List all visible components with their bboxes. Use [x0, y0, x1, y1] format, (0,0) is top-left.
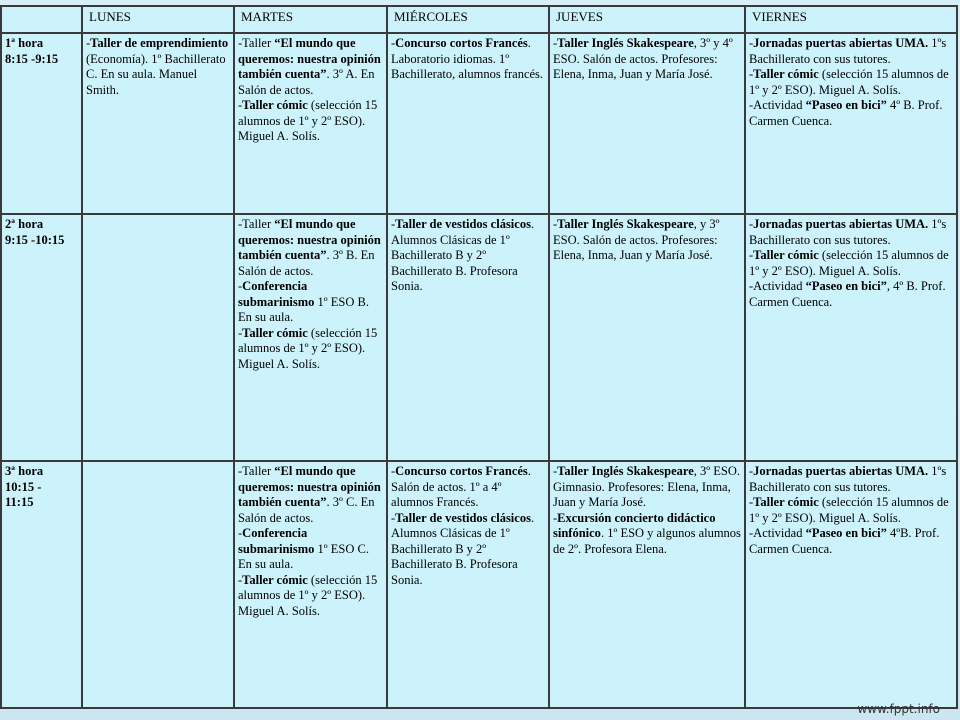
activity-detail: -Taller: [238, 464, 275, 478]
header-jueves: JUEVES: [549, 6, 745, 33]
activity-detail: (selección 15 alumnos de 1º y 2º ESO). Miguel A. Solís.: [238, 572, 378, 618]
activity-title: Taller cómic: [753, 67, 819, 81]
activity-detail: -: [238, 98, 243, 112]
activity-detail: , y 3º ESO. Salón de actos. Profesores: Elena, Inma, Juan y María José.: [553, 217, 720, 262]
activity-title: Taller de vestidos clásicos: [395, 217, 531, 231]
hour-range: 9:15 -10:15: [5, 232, 65, 247]
activity-title: Conferencia submarinismo: [238, 279, 315, 309]
activity-detail: -Taller: [238, 36, 275, 50]
activity-detail: -Actividad: [749, 526, 806, 540]
activity-title: Taller cómic: [242, 98, 308, 112]
activity-detail: (selección 15 alumnos de 1º y 2º ESO). Miguel A. Solís.: [749, 67, 949, 97]
activity-detail: 1º ESO B. En su aula.: [238, 294, 369, 324]
hour-cell: [1, 214, 82, 461]
activity-title: Jornadas puertas abiertas UMA.: [753, 217, 929, 231]
cell-martes: [234, 33, 387, 214]
activity-detail: -: [553, 217, 558, 231]
activity-detail: -: [86, 36, 91, 50]
activity-detail: -Actividad: [749, 98, 806, 112]
header-row: [1, 6, 957, 33]
activity-detail: -: [749, 36, 754, 50]
cell-jueves: [549, 33, 745, 214]
activity-title: “Paseo en bici”: [805, 98, 887, 112]
activity-detail: . Laboratorio idiomas. 1º Bachillerato, alumnos francés.: [391, 36, 544, 81]
activity-detail: . 3º A. En Salón de actos.: [238, 67, 375, 97]
activity-detail: . 3º C. En Salón de actos.: [238, 495, 375, 525]
activity-detail: , 3º y 4º ESO. Salón de actos. Profesores: Elena, Inma, Juan y María José.: [553, 36, 733, 81]
activity-detail: -Taller: [238, 217, 275, 231]
activity-detail: , 3º ESO. Gimnasio. Profesores: Elena, Inma, Juan y María José.: [553, 464, 741, 509]
activity-title: Excursión concierto didáctico sinfónico: [553, 510, 716, 540]
header-corner: [1, 6, 82, 33]
activity-title: “El mundo que queremos: nuestra opinión también cuenta”: [238, 464, 381, 509]
cell-viernes: [745, 33, 957, 214]
cell-lunes: [82, 33, 234, 214]
activity-title: “El mundo que queremos: nuestra opinión también cuenta”: [238, 36, 381, 81]
site-watermark: www.fppt.info: [857, 702, 940, 716]
hour-range: 8:15 -9:15: [5, 51, 59, 66]
activity-detail: -: [553, 36, 558, 50]
activity-title: Jornadas puertas abiertas UMA.: [753, 464, 929, 478]
cell-jueves: [549, 214, 745, 461]
activity-detail: -: [553, 464, 558, 478]
activity-title: Taller cómic: [753, 248, 819, 262]
activity-detail: -: [238, 325, 243, 340]
activity-detail: . Alumnos Clásicas de 1º Bachillerato B y 2º Bachillerato B. Profesora Sonia.: [391, 510, 535, 587]
cell-lunes: [82, 461, 234, 708]
activity-detail: (selección 15 alumnos de 1º y 2º ESO). Miguel A. Solís.: [238, 325, 378, 371]
activity-title: Taller Inglés Skakespeare: [557, 217, 694, 231]
activity-title: Taller Inglés Skakespeare: [557, 464, 694, 478]
activity-detail: -: [238, 279, 243, 293]
activity-detail: -: [749, 67, 754, 81]
activity-detail: 1ºs Bachillerato con sus tutores.: [749, 464, 947, 494]
activity-title: Jornadas puertas abiertas UMA.: [753, 36, 929, 50]
activity-detail: -: [553, 510, 558, 525]
hour-range-end: 11:15: [5, 495, 34, 509]
hour-cell: [1, 33, 82, 214]
activity-title: Taller de vestidos clásicos: [395, 510, 531, 525]
cell-lunes: [82, 214, 234, 461]
activity-detail: 4ºB. Prof. Carmen Cuenca.: [749, 526, 940, 556]
activity-title: Taller Inglés Skakespeare: [557, 36, 694, 50]
hour-label: 2ª hora: [5, 217, 44, 231]
activity-detail: (selección 15 alumnos de 1º y 2º ESO). Miguel A. Solís.: [749, 248, 949, 278]
activity-title: “Paseo en bici”: [805, 279, 887, 293]
activity-detail: -: [391, 217, 396, 231]
activity-detail: -: [391, 510, 396, 525]
activity-title: Taller cómic: [753, 495, 819, 509]
cell-viernes: [745, 461, 957, 708]
hour-label: 3ª hora: [5, 464, 44, 478]
header-viernes: VIERNES: [745, 6, 957, 33]
hour-label: 1ª hora: [5, 36, 44, 50]
activity-detail: , 4º B. Prof. Carmen Cuenca.: [749, 279, 946, 309]
cell-miercoles: [387, 461, 549, 708]
cell-jueves: [549, 461, 745, 708]
activity-detail: -: [749, 217, 754, 231]
cell-miercoles: [387, 214, 549, 461]
activity-detail: . 3º B. En Salón de actos.: [238, 248, 375, 278]
schedule-row-2: [1, 214, 957, 461]
activity-title: “El mundo que queremos: nuestra opinión también cuenta”: [238, 217, 381, 262]
activity-detail: 1º ESO C. En su aula.: [238, 541, 369, 571]
cell-martes: [234, 461, 387, 708]
activity-detail: . 1º ESO y algunos alumnos de 2º. Profesora Elena.: [553, 526, 741, 556]
hour-range: 10:15 -: [5, 479, 42, 494]
activity-title: Taller cómic: [242, 325, 308, 340]
activity-detail: -: [238, 526, 243, 540]
activity-detail: (selección 15 alumnos de 1º y 2º ESO). Miguel A. Solís.: [238, 98, 378, 143]
cell-miercoles: [387, 33, 549, 214]
activity-detail: -: [238, 572, 243, 587]
activity-detail: (Economía). 1º Bachillerato C. En su aula. Manuel Smith.: [86, 51, 226, 97]
cell-viernes: [745, 214, 957, 461]
activity-detail: 1ºs Bachillerato con sus tutores.: [749, 36, 947, 66]
activity-title: Concurso cortos Francés: [395, 464, 528, 478]
weekly-schedule-table: [0, 5, 958, 709]
activity-detail: -Actividad: [749, 279, 806, 293]
activity-detail: 4º B. Prof. Carmen Cuenca.: [749, 98, 943, 128]
activity-detail: -: [391, 36, 396, 50]
cell-martes: [234, 214, 387, 461]
activity-detail: (selección 15 alumnos de 1º y 2º ESO). Miguel A. Solís.: [749, 495, 949, 525]
activity-title: “Paseo en bici”: [805, 526, 887, 540]
activity-detail: -: [391, 464, 396, 478]
schedule-row-3: [1, 461, 957, 708]
schedule-row-1: [1, 33, 957, 214]
activity-title: Concurso cortos Francés: [395, 36, 528, 50]
activity-title: Conferencia submarinismo: [238, 526, 315, 556]
activity-title: Taller cómic: [242, 572, 308, 587]
activity-detail: -: [749, 495, 754, 509]
activity-detail: 1ºs Bachillerato con sus tutores.: [749, 217, 947, 247]
hour-cell: [1, 461, 82, 708]
header-lunes: LUNES: [82, 6, 234, 33]
activity-title: Taller de emprendimiento: [90, 36, 229, 50]
activity-detail: . Alumnos Clásicas de 1º Bachillerato B y 2º Bachillerato B. Profesora Sonia.: [391, 217, 535, 293]
activity-detail: -: [749, 464, 754, 478]
header-martes: MARTES: [234, 6, 387, 33]
header-miercoles: MIÉRCOLES: [387, 6, 549, 33]
activity-detail: . Salón de actos. 1º a 4º alumnos Francés.: [391, 464, 531, 509]
activity-detail: -: [749, 248, 754, 262]
